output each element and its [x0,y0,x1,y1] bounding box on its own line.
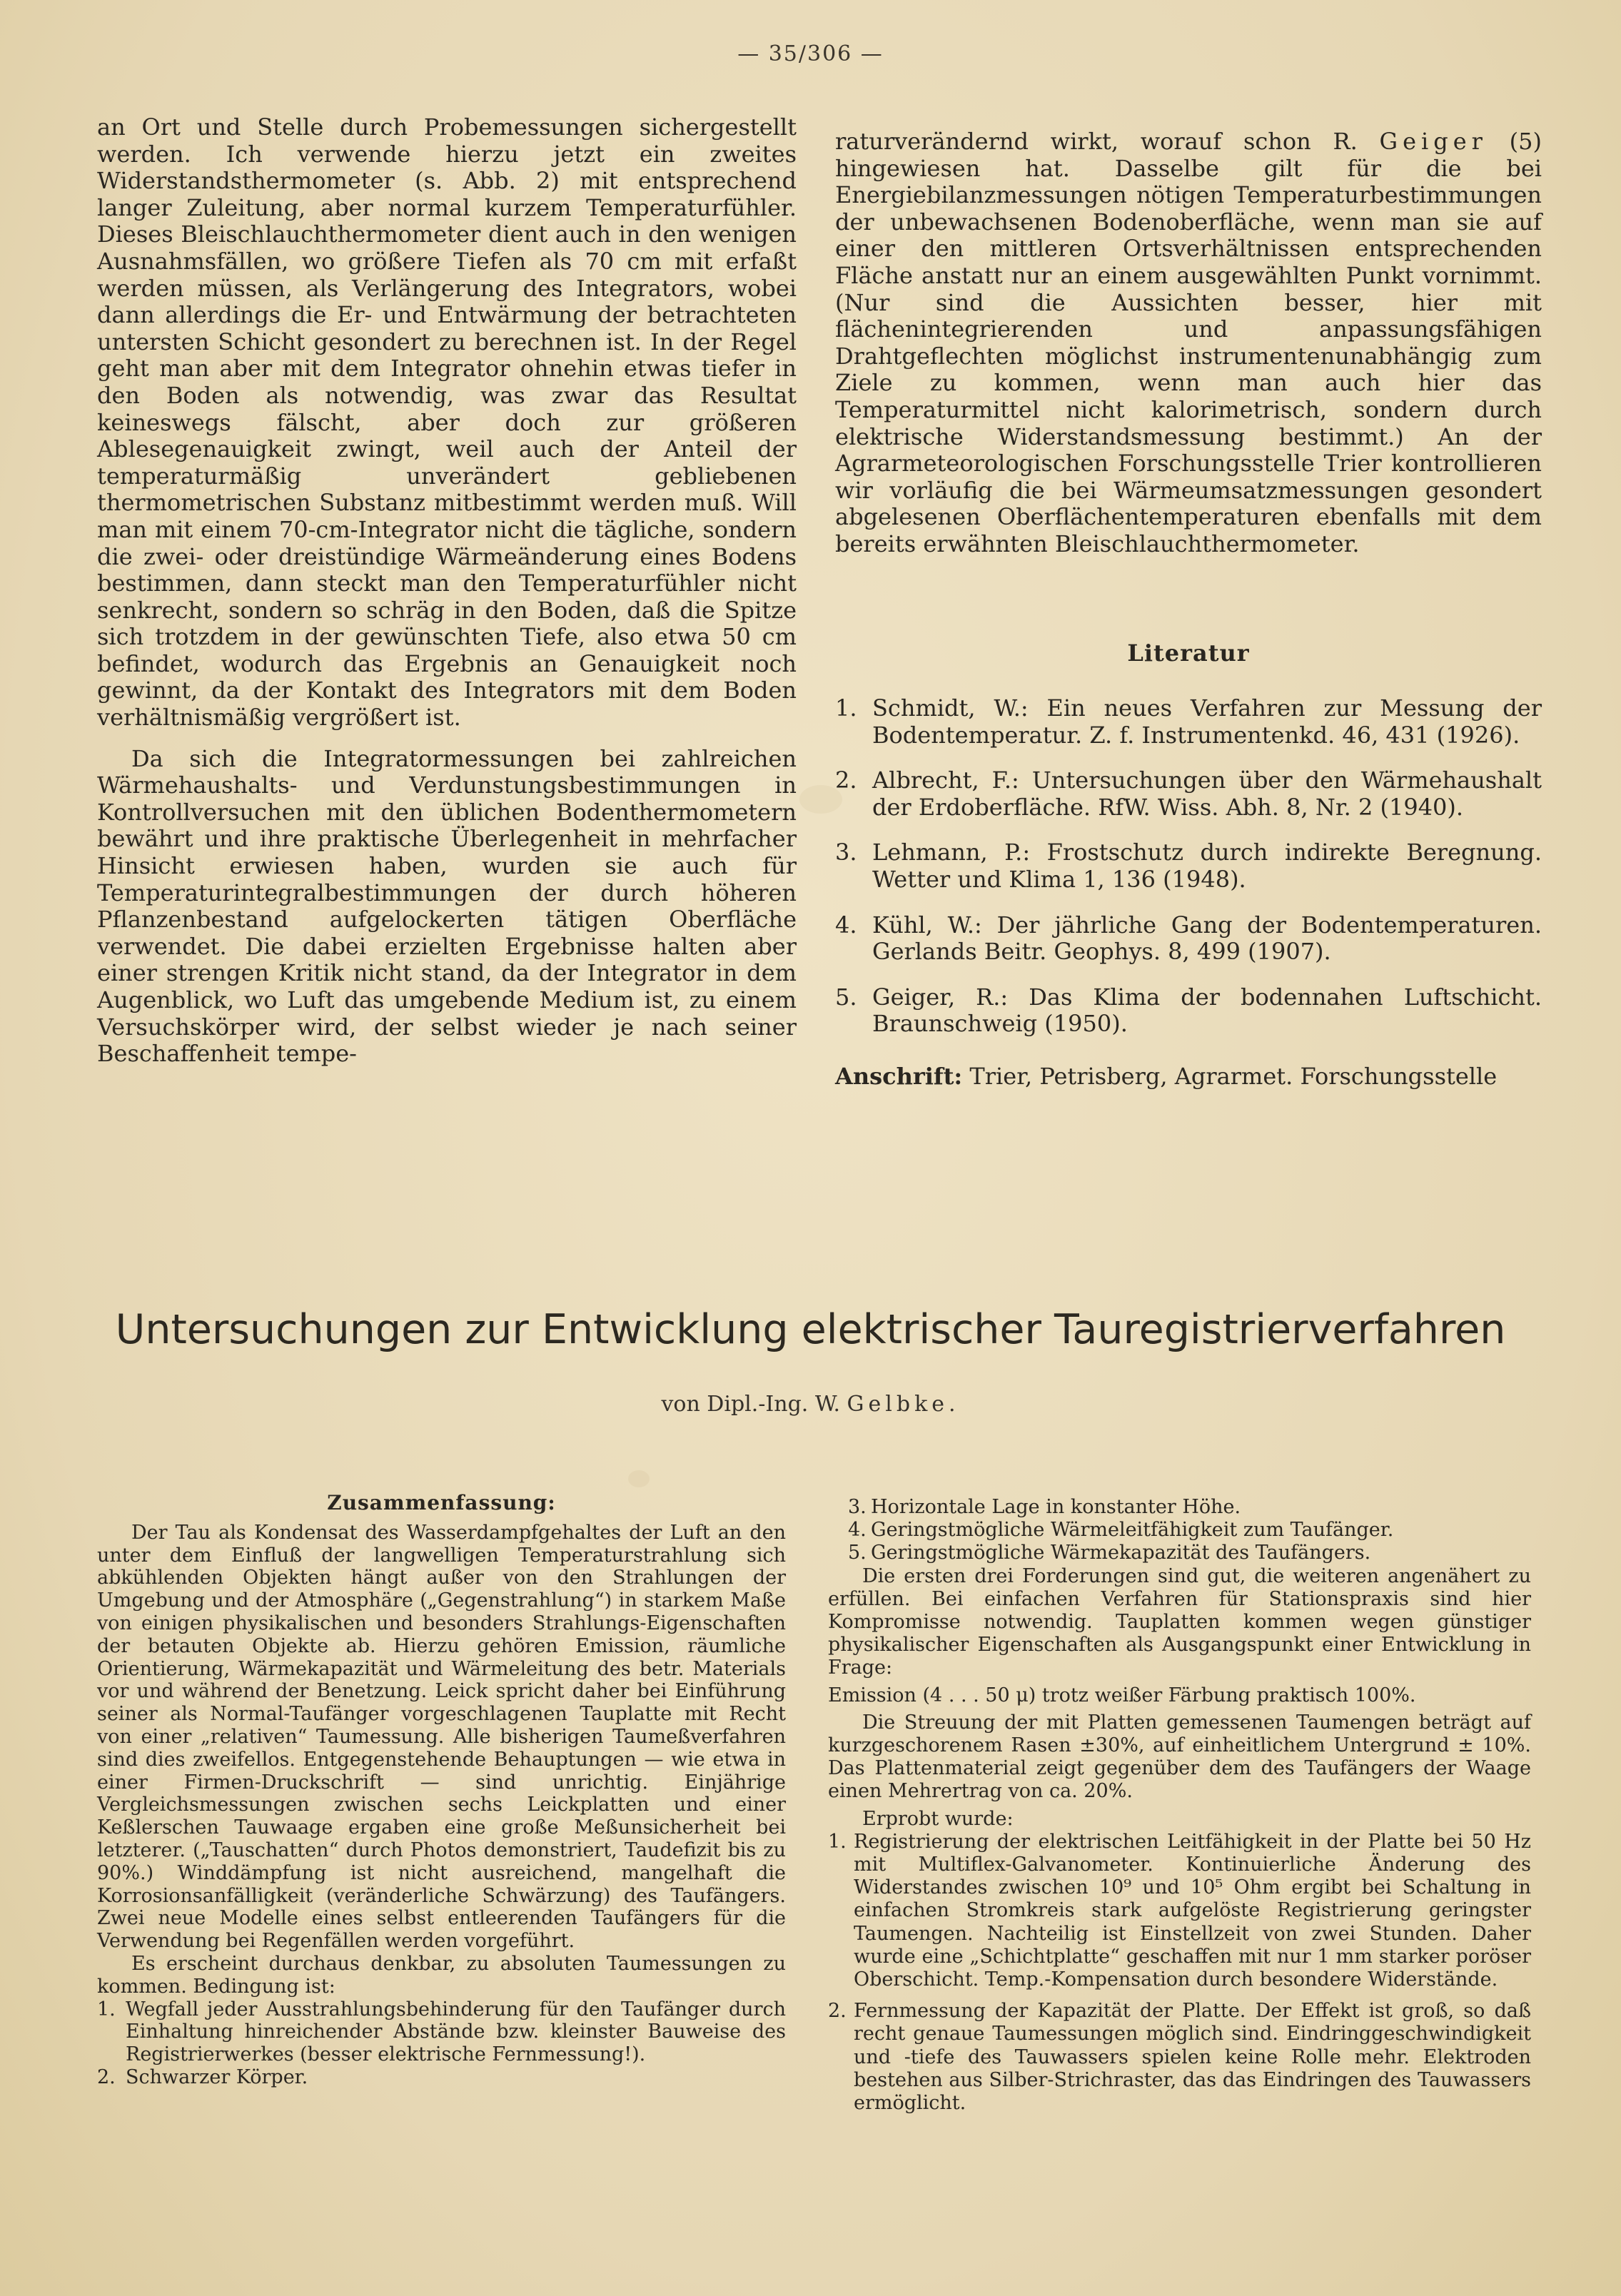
reference-number: 4. [835,911,857,939]
reference-number: 2. [835,767,857,794]
text-run: raturverändernd wirkt, worauf schon R. [835,128,1380,155]
list-text: Geringstmögliche Wärmekapazität des Taufängers. [871,1542,1371,1564]
paragraph: an Ort und Stelle durch Probemessungen sichergestellt werden. Ich verwende hierzu jetzt ein zweites Widerstandsthermometer (s. Abb. 2) mit entsprechend langer Zuleitung, aber normal kurzem Temperaturfühler. Dieses Bleischlauchthermometer dient auch in den wenigen Ausnahmsfällen, wo größere Tiefen als 70 cm mit erfaßt werden müssen, als Verlängerung des Integrators, wobei dann allerdings die Er- und Entwärmung der betrachteten untersten Schicht gesondert zu berechnen ist. In der Regel geht man aber mit dem Integrator ohnehin etwas tiefer in den Boden als notwendig, was zwar das Resultat keineswegs fälscht, aber doch zur größeren Ablesegenauigkeit zwingt, weil auch der Anteil der temperaturmäßig unverändert gebliebenen thermometrischen Substanz mitbestimmt werden muß. Will man mit einem 70-cm-Integrator nicht die tägliche, sondern die zwei- oder dreistündige Wärmeänderung eines Bodens bestimmen, dann steckt man den Temperaturfühler nicht senkrecht, sondern so schräg in den Boden, daß die Spitze sich trotzdem in der gewünschten Tiefe, also etwa 50 cm befindet, wodurch das Ergebnis an Genauigkeit noch gewinnt, da der Kontakt des Integrators mit dem Boden verhältnismäßig vergrößert ist. [97,113,797,732]
top-left-column [97,114,797,1068]
paper-stain [628,1470,650,1487]
reference-number: 5. [835,983,857,1011]
reference-item [835,984,1542,1038]
list-item [828,2000,1531,2115]
address-label: Anschrift: [835,1063,963,1091]
article-title: Untersuchungen zur Entwicklung elektrischer Tauregistrierverfahren [115,1306,1506,1353]
top-right-column [835,128,1542,1091]
reference-text: Kühl, W.: Der jährliche Gang der Bodentemperaturen. Gerlands Beitr. Geophys. 8, 499 (1907). [872,911,1542,966]
list-text: Registrierung der elektrischen Leitfähigkeit in der Platte bei 50 Hz mit Multiflex-Galvanometer. Kontinuierliche Änderung des Widerstandes zwischen 10⁹ und 10⁵ Ohm ergibt bei Schaltung in einfachen Stromkreis stark aufgelöste Registrierung geringster Taumengen. Nachteilig ist Einstellzeit von zwei Stunden. Daher wurde eine „Schichtplatte“ geschaffen mit nur 1 mm starker poröser Oberschicht. Temp.-Kompensation durch besondere Widerstände. [854,1830,1531,1991]
bottom-right-column [828,1496,1531,2115]
list-number: 4. [848,1519,867,1542]
reference-text: Lehmann, P.: Frostschutz durch indirekte Beregnung. Wetter und Klima 1, 136 (1948). [872,839,1542,894]
list-text: Wegfall jeder Ausstrahlungsbehinderung für den Taufänger durch Einhaltung hinreichender Abstände bzw. kleinster Bauweise des Registrierwerkes (besser elektrische Fernmessung!). [126,1998,786,2066]
paragraph: Die ersten drei Forderungen sind gut, die weiteren angenähert zu erfüllen. Bei einfachen Verfahren für Stationspraxis sind hier Kompromisse notwendig. Tauplatten kommen wegen günstiger physikalischer Eigenschaften als Ausgangspunkt einer Entwicklung in Frage: [828,1564,1531,1679]
list-number: 3. [848,1496,867,1518]
reference-item [835,767,1542,821]
list-number: 5. [848,1542,867,1564]
list-text: Geringstmögliche Wärmeleitfähigkeit zum Taufänger. [871,1519,1394,1542]
list-item [848,1542,1531,1564]
list-item [97,1998,786,2066]
reference-number: 1. [835,694,857,722]
article-author [0,1392,1621,1417]
bottom-left-column [97,1492,786,2089]
reference-number: 3. [835,839,857,866]
page-number: — 35/306 — [737,41,884,66]
author-prefix: von Dipl.-Ing. W. [661,1392,847,1417]
paragraph: Die Streuung der mit Platten gemessenen Taumengen beträgt auf kurzgeschorenem Rasen ±30%, auf einheitlichem Untergrund ± 10%. Das Plattenmaterial zeigt gegenüber dem des Taufängers der Waage einen Mehrertrag von ca. 20%. [828,1711,1531,1803]
literature-heading: Literatur [1127,639,1250,667]
list-item [97,2066,786,2089]
reference-item [835,839,1542,893]
reference-text: Schmidt, W.: Ein neues Verfahren zur Messung der Bodentemperatur. Z. f. Instrumentenkd. 46, 431 (1926). [872,694,1542,749]
address-text: Trier, Petrisberg, Agrarmet. Forschungsstelle [962,1063,1498,1091]
text-run: (5) hingewiesen hat. Dasselbe gilt für die bei Energiebilanzmessungen nötigen Temperaturbestimmungen der unbewachsenen Bodenoberfläche, wenn man sie auf einer den mittleren Ortsverhältnissen entsprechenden Fläche anstatt nur an einem ausgewählten Punkt vornimmt. (Nur sind die Aussichten besser, hier mit flächenintegrierenden und anpassungsfähigen Drahtgeflechten möglichst instrumentenunabhängig zum Ziele zu kommen, wenn man auch hier das Temperaturmittel nicht kalorimetrisch, sondern durch elektrische Widerstandsmessung bestimmt.) An der Agrarmeteorologischen Forschungsstelle Trier kontrollieren wir vorläufig die bei Wärmeumsatzmessungen gesondert abgelesenen Oberflächentemperaturen ebenfalls mit dem bereits erwähnten Bleischlauchthermometer. [835,128,1542,557]
reference-item [835,912,1542,966]
list-number: 2. [828,2000,847,2023]
list-number: 1. [828,1830,847,1853]
paragraph: Der Tau als Kondensat des Wasserdampfgehaltes der Luft an den unter dem Einfluß der langwelligen Temperaturstrahlung sich abkühlenden Objekten hängt außer von den Strahlungen der Umgebung und der Atmosphäre („Gegenstrahlung“) in starkem Maße von einigen physikalischen und besonders Strahlungs-Eigenschaften der betauten Objekte ab. Hierzu gehören Emission, räumliche Orientierung, Wärmekapazität und Wärmeleitung des betr. Materials vor und während der Benetzung. Leick spricht daher bei Einführung seiner als Normal-Taufänger vorgeschlagenen Tauplatte mit Recht von einer „relativen“ Taumessung. Alle bisherigen Taumeßverfahren sind dies zweifellos. Entgegenstehende Behauptungen — wie etwa in einer Firmen-Druckschrift — sind unrichtig. Einjährige Vergleichsmessungen zwischen sechs Leickplatten und einer Keßlerschen Tauwaage ergaben eine große Meßunsicherheit bei letzterer. („Tauschatten“ durch Photos demonstriert, Taudefizit bis zu 90%.) Winddämpfung ist nicht ausreichend, mangelhaft die Korrosionsanfälligkeit (veränderliche Schwärzung) des Taufängers. Zwei neue Modelle eines selbst entleerenden Taufängers für die Verwendung bei Regenfällen werden vorgeführt. [97,1521,786,1953]
reference-text: Geiger, R.: Das Klima der bodennahen Luftschicht. Braunschweig (1950). [872,983,1542,1038]
list-item [828,1831,1531,1991]
list-text: Horizontale Lage in konstanter Höhe. [871,1496,1241,1518]
reference-item [835,695,1542,749]
list-number: 2. [97,2065,116,2088]
address [835,1063,1542,1091]
emission-line: Emission (4 . . . 50 μ) trotz weißer Färbung praktisch 100%. [828,1684,1416,1706]
list-item [848,1496,1531,1519]
reference-text: Albrecht, F.: Untersuchungen über den Wärmehaushalt der Erdoberfläche. RfW. Wiss. Abh. 8, Nr. 2 (1940). [872,767,1542,821]
list-text: Fernmessung der Kapazität der Platte. Der Effekt ist groß, so daß recht genaue Taumessungen möglich sind. Eindringgeschwindigkeit und -tiefe des Tauwassers spielen keine Rolle mehr. Elektroden bestehen aus Silber-Strichraster, das das Eindringen des Tauwassers ermöglicht. [854,2000,1531,2115]
paragraph: Es erscheint durchaus denkbar, zu absoluten Taumessungen zu kommen. Bedingung ist: [97,1952,786,1998]
tested-label: Erprobt wurde: [862,1807,1014,1830]
author-name-spaced: Geiger [1379,128,1488,155]
list-text: Schwarzer Körper. [126,2065,308,2088]
author-name: Gelbke. [847,1392,960,1417]
list-number: 1. [97,1998,116,2021]
paragraph: Da sich die Integratormessungen bei zahlreichen Wärmehaushalts- und Verdunstungsbestimmungen in Kontrollversuchen mit den üblichen Bodenthermometern bewährt und ihre praktische Überlegenheit in mehrfacher Hinsicht erwiesen haben, wurden sie auch für Temperaturintegralbestimmungen der durch höheren Pflanzenbestand aufgelockerten tätigen Oberfläche verwendet. Die dabei erzielten Ergebnisse halten aber einer strengen Kritik nicht stand, da der Integrator in dem Augenblick, wo Luft das umgebende Medium ist, zu einem Versuchskörper wird, der selbst wieder je nach seiner Beschaffenheit tempe- [97,744,797,1068]
summary-heading: Zusammenfassung: [327,1491,556,1514]
paragraph [835,128,1542,558]
list-item [848,1519,1531,1542]
